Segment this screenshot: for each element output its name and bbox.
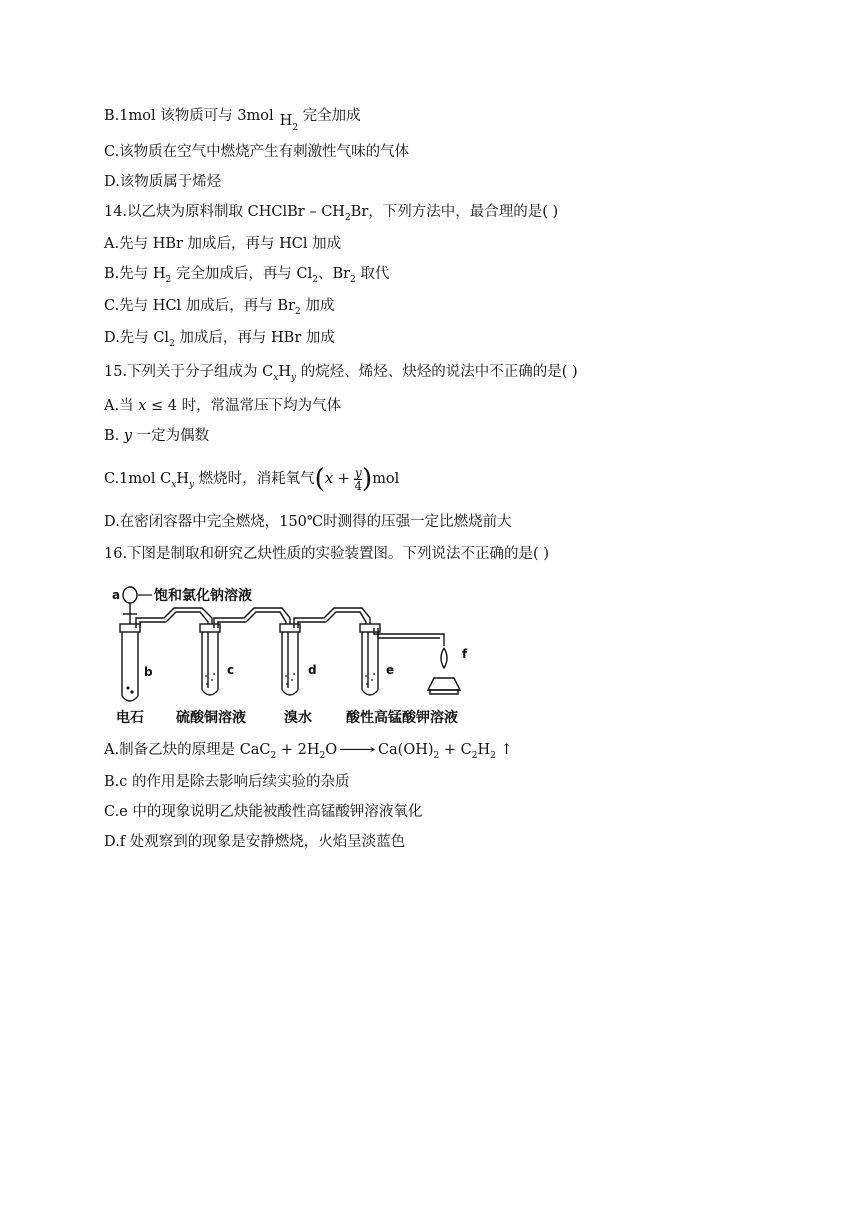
q16-option-a: A.制备乙炔的原理是 $CaC_2 + 2H_2O$ ⟶ $Ca(OH)_2 + C_2H_2$ ↑	[104, 742, 513, 761]
q16-option-d: D.f 处观察到的现象是安静燃烧，火焰呈淡蓝色	[104, 834, 406, 850]
label-kmno4: 酸性高锰酸钾溶液	[346, 710, 458, 726]
label-e: e	[386, 663, 395, 677]
q15-option-c: C.1mol $C_xH_y$ 燃烧时，消耗氧气(x + $\frac{y}{4}$ )mol	[104, 464, 400, 494]
label-copper-sulfate: 硫酸铜溶液	[176, 710, 246, 726]
q13-option-b: B.1mol 该物质可与 3mol $H_2$ 完全加成	[104, 108, 361, 133]
q15-option-b: B. y 一定为偶数	[104, 428, 210, 444]
label-d: d	[308, 663, 317, 677]
label-c: c	[227, 663, 235, 677]
q16-option-c: C.e 中的现象说明乙炔能被酸性高锰酸钾溶液氧化	[104, 804, 423, 820]
q15-stem: 15.下列关于分子组成为 $C_xH_y$ 的烷烃、烯烃、炔烃的说法中不正确的是( )	[104, 364, 578, 383]
label-a: a	[112, 588, 121, 602]
q14-option-c: C.先与 HCl 加成后，再与 $Br_2$ 加成	[104, 298, 335, 317]
q14-option-d: D.先与 $Cl_2$ 加成后，再与 HBr 加成	[104, 330, 335, 349]
label-calcium-carbide: 电石	[116, 710, 144, 726]
q13-option-d: D.该物质属于烯烃	[104, 174, 222, 190]
label-b: b	[144, 665, 153, 679]
q15-option-d: D.在密闭容器中完全燃烧，150℃时测得的压强一定比燃烧前大	[104, 514, 512, 530]
acetylene-apparatus-figure	[104, 578, 484, 730]
q14-option-b: B.先与 $H_2$ 完全加成后，再与 $Cl_2$、$Br_2$ 取代	[104, 266, 390, 285]
label-bromine-water: 溴水	[284, 710, 312, 726]
label-f: f	[462, 647, 468, 661]
q13-option-c: C.该物质在空气中燃烧产生有刺激性气味的气体	[104, 144, 410, 160]
funnel-label: 饱和氯化钠溶液	[154, 588, 252, 604]
fraction-y-over-4: $\frac{y}{4}$	[354, 465, 363, 493]
q16-option-b: B.c 的作用是除去影响后续实验的杂质	[104, 774, 350, 790]
apparatus-diagram	[104, 578, 484, 730]
q14-option-a: A.先与 HBr 加成后，再与 HCl 加成	[104, 236, 342, 252]
q14-stem: 14.以乙炔为原料制取 CHClBr – $CH_2Br$，下列方法中，最合理的是( )	[104, 204, 559, 223]
q16-stem: 16.下图是制取和研究乙炔性质的实验装置图。下列说法不正确的是( )	[104, 546, 549, 562]
q15-option-a: A.当 x ≤ 4 时，常温常压下均为气体	[104, 398, 342, 414]
